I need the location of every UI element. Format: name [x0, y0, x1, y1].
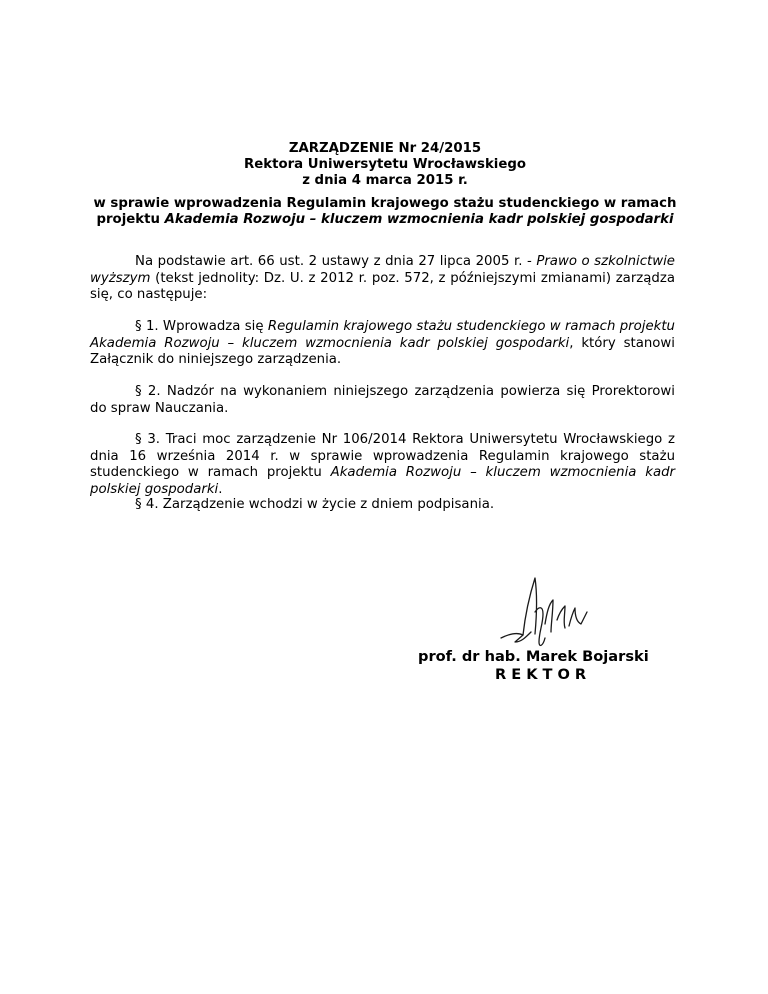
document-header	[90, 141, 680, 189]
section-1-text-1: § 1. Wprowadza się	[135, 319, 268, 334]
subject-prefix: projektu	[96, 212, 165, 227]
section-1-text-2: , który stanowi Załącznik do niniejszego zarządzenia.	[90, 335, 675, 367]
date-line: z dnia 4 marca 2015 r.	[302, 173, 468, 188]
intro-paragraph	[90, 254, 675, 304]
section-2-paragraph: § 2. Nadzór na wykonaniem niniejszego zarządzenia powierza się Prorektorowi do spraw Nauczania.	[90, 384, 675, 416]
intro-text-2: (tekst jednolity: Dz. U. z 2012 r. poz. 572, z późniejszymi zmianami) zarządza się, co następuje:	[90, 270, 675, 302]
intro-text-1: Na podstawie art. 66 ust. 2 ustawy z dnia 27 lipca 2005 r. -	[135, 254, 537, 269]
intro-law-name: Prawo o szkolnictwie wyższym	[90, 254, 675, 286]
issuer-line: Rektora Uniwersytetu Wrocławskiego	[243, 157, 527, 172]
section-1-regulation-name: Regulamin krajowego stażu studenckiego w ramach projektu Akademia Rozwoju – kluczem wzmocnienia kadr polskiej gospodarki	[90, 319, 675, 351]
section-3-project-name: Akademia Rozwoju – kluczem wzmocnienia kadr polskiej gospodarki	[90, 465, 675, 497]
subject-line-1: w sprawie wprowadzenia Regulamin krajowego stażu studenckiego w ramach	[93, 196, 677, 211]
document-subject	[90, 196, 680, 228]
signatory-block	[418, 648, 688, 684]
section-1-paragraph	[90, 319, 675, 369]
signatory-name: prof. dr hab. Marek Bojarski	[418, 648, 649, 665]
section-3-paragraph	[90, 432, 675, 498]
section-3-text-2: .	[218, 481, 223, 497]
document-title: ZARZĄDZENIE Nr 24/2015	[288, 141, 482, 156]
handwritten-signature	[495, 572, 615, 654]
section-3-text-1: § 3. Traci moc zarządzenie Nr 106/2014 Rektora Uniwersytetu Wrocławskiego z dnia 16 września 2014 r. w sprawie wprowadzenia Regulamin krajowego stażu studenckiego w ramach projektu	[90, 432, 675, 480]
subject-project-name: Akademia Rozwoju – kluczem wzmocnienia kadr polskiej gospodarki	[164, 212, 674, 227]
signatory-role: REKTOR	[495, 666, 592, 683]
subject-line-2	[90, 212, 680, 228]
section-4-paragraph: § 4. Zarządzenie wchodzi w życie z dniem podpisania.	[135, 497, 495, 512]
